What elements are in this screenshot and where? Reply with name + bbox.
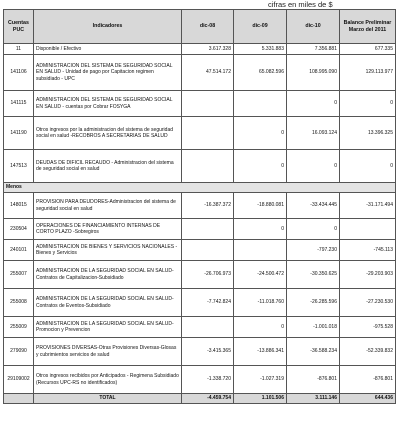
account-code: 11 (4, 44, 34, 55)
total-label: TOTAL (34, 394, 182, 404)
value-dic-08: -16.387.372 (182, 193, 234, 219)
value-dic-08: 3.617.328 (182, 44, 234, 55)
account-code: 240101 (4, 240, 34, 261)
total-balance-2011: 644.436 (340, 394, 396, 404)
value-dic-09: -13.886.341 (234, 338, 287, 366)
value-balance-2011: -876.801 (340, 366, 396, 394)
value-dic-10: 16.093.124 (287, 117, 340, 150)
value-dic-09: -1.027.319 (234, 366, 287, 394)
value-dic-09 (234, 240, 287, 261)
value-dic-08 (182, 117, 234, 150)
value-balance-2011: -745.113 (340, 240, 396, 261)
table-row (4, 219, 396, 240)
value-balance-2011: 0 (340, 150, 396, 183)
header-dic-08: dic-08 (182, 10, 234, 44)
indicator-label: ADMINISTRACION DE LA SEGURIDAD SOCIAL EN SALUD-Contratos de Capitalizacion-Subsidiado (34, 261, 182, 289)
indicator-label: ADMINISTRACION DEL SISTEMA DE SEGURIDAD SOCIAL EN SALUD - Unidad de pago por Capitacion regimen subsidiado - UPC (34, 55, 182, 91)
header-row (4, 10, 396, 44)
header-balance-2011: Balance Preliminar Marzo del 2011 (340, 10, 396, 44)
value-dic-10: -797.230 (287, 240, 340, 261)
indicator-label: ADMINISTRACION DE BIENES Y SERVICIOS NACIONALES -Bienes y Servicios (34, 240, 182, 261)
account-code: 29109002 (4, 366, 34, 394)
indicator-label: ADMINISTRACION DEL SISTEMA DE SEGURIDAD SOCIAL EN SALUD - cuentas por Cobrar FOSYGA (34, 91, 182, 117)
header-dic-10: dic-10 (287, 10, 340, 44)
value-dic-09: -11.018.760 (234, 289, 287, 317)
value-dic-10: -26.285.596 (287, 289, 340, 317)
account-code: 141190 (4, 117, 34, 150)
table-row (4, 338, 396, 366)
value-balance-2011: -29.203.903 (340, 261, 396, 289)
indicator-label: ADMINISTRACION DE LA SEGURIDAD SOCIAL EN SALUD-Promocion y Prevencion (34, 317, 182, 338)
table-row (4, 193, 396, 219)
table-row (4, 289, 396, 317)
account-code: 141106 (4, 55, 34, 91)
header-code: Cuentas PUC (4, 10, 34, 44)
value-dic-10: -33.434.445 (287, 193, 340, 219)
indicator-label: OPERACIONES DE FINANCIAMIENTO INTERNAS DE CORTO PLAZO -Sobregiros (34, 219, 182, 240)
value-dic-09 (234, 91, 287, 117)
indicator-label: ADMINISTRACION DE LA SEGURIDAD SOCIAL EN SALUD-Contratos de Eventos-Subsidiado (34, 289, 182, 317)
value-dic-10: -876.801 (287, 366, 340, 394)
value-dic-09: 0 (234, 317, 287, 338)
value-dic-08 (182, 150, 234, 183)
account-code: 255009 (4, 317, 34, 338)
value-dic-09: 65.082.596 (234, 55, 287, 91)
value-balance-2011: 0 (340, 91, 396, 117)
value-dic-08: -1.338.720 (182, 366, 234, 394)
total-row (4, 394, 396, 404)
account-code: 230504 (4, 219, 34, 240)
value-balance-2011: -975.528 (340, 317, 396, 338)
financial-table (3, 9, 396, 404)
value-balance-2011: -31.171.494 (340, 193, 396, 219)
indicator-label: PROVISIONES DIVERSAS-Otras Provisiones Diversas-Glosas y cubrimientos servicios de salud (34, 338, 182, 366)
table-row (4, 117, 396, 150)
table-row (4, 55, 396, 91)
value-dic-08 (182, 91, 234, 117)
value-dic-10: 0 (287, 219, 340, 240)
value-dic-10: 0 (287, 150, 340, 183)
value-dic-08: 47.514.172 (182, 55, 234, 91)
section-row (4, 183, 396, 193)
table-caption: cifras en miles de $ (268, 0, 333, 9)
value-balance-2011: 129.113.977 (340, 55, 396, 91)
value-balance-2011: 677.335 (340, 44, 396, 55)
indicator-label: DEUDAS DE DIFICIL RECAUDO - Administracion del sistema de seguridad social en salud (34, 150, 182, 183)
value-dic-10: 108.995.090 (287, 55, 340, 91)
value-dic-08: -3.415.365 (182, 338, 234, 366)
value-dic-08 (182, 240, 234, 261)
account-code: 148015 (4, 193, 34, 219)
table-row (4, 150, 396, 183)
value-balance-2011: 13.396.325 (340, 117, 396, 150)
account-code: 255008 (4, 289, 34, 317)
table-row (4, 240, 396, 261)
indicator-label: Disponible / Efectivo (34, 44, 182, 55)
indicator-label: PROVISION PARA DEUDORES-Administracion del sistema de seguridad social en salud (34, 193, 182, 219)
table-body (4, 44, 396, 394)
account-code: 279090 (4, 338, 34, 366)
value-dic-09: 0 (234, 150, 287, 183)
account-code: 147513 (4, 150, 34, 183)
value-dic-09: 5.331.883 (234, 44, 287, 55)
header-dic-09: dic-09 (234, 10, 287, 44)
value-dic-10: -30.350.625 (287, 261, 340, 289)
value-dic-09: -24.500.472 (234, 261, 287, 289)
total-dic-09: 1.101.506 (234, 394, 287, 404)
value-dic-10: 0 (287, 91, 340, 117)
value-dic-10: 7.356.881 (287, 44, 340, 55)
total-dic-08: -4.459.754 (182, 394, 234, 404)
indicator-label: Otros ingresos recibidos por Anticipados - Regimena Subsidiado (Recursos UPC-RS no identificados) (34, 366, 182, 394)
account-code: 255007 (4, 261, 34, 289)
value-dic-09: 0 (234, 117, 287, 150)
total-dic-10: 3.111.146 (287, 394, 340, 404)
table-row (4, 366, 396, 394)
section-label: Menos (4, 183, 396, 193)
table-row (4, 261, 396, 289)
value-balance-2011 (340, 219, 396, 240)
value-dic-08: -7.742.824 (182, 289, 234, 317)
value-dic-08 (182, 317, 234, 338)
value-dic-10: -1.001.018 (287, 317, 340, 338)
value-balance-2011: -27.230.530 (340, 289, 396, 317)
header-indicator: Indicadores (34, 10, 182, 44)
table-row (4, 44, 396, 55)
table-row (4, 317, 396, 338)
account-code: 141115 (4, 91, 34, 117)
value-dic-09: -18.880.081 (234, 193, 287, 219)
value-balance-2011: -52.339.832 (340, 338, 396, 366)
value-dic-09: 0 (234, 219, 287, 240)
value-dic-10: -36.588.234 (287, 338, 340, 366)
value-dic-08: -26.706.973 (182, 261, 234, 289)
indicator-label: Otros ingresos por la administracion del sistema de seguridad social en salud -RECOBROS A SECRETARIAS DE SALUD (34, 117, 182, 150)
value-dic-08 (182, 219, 234, 240)
table-row (4, 91, 396, 117)
